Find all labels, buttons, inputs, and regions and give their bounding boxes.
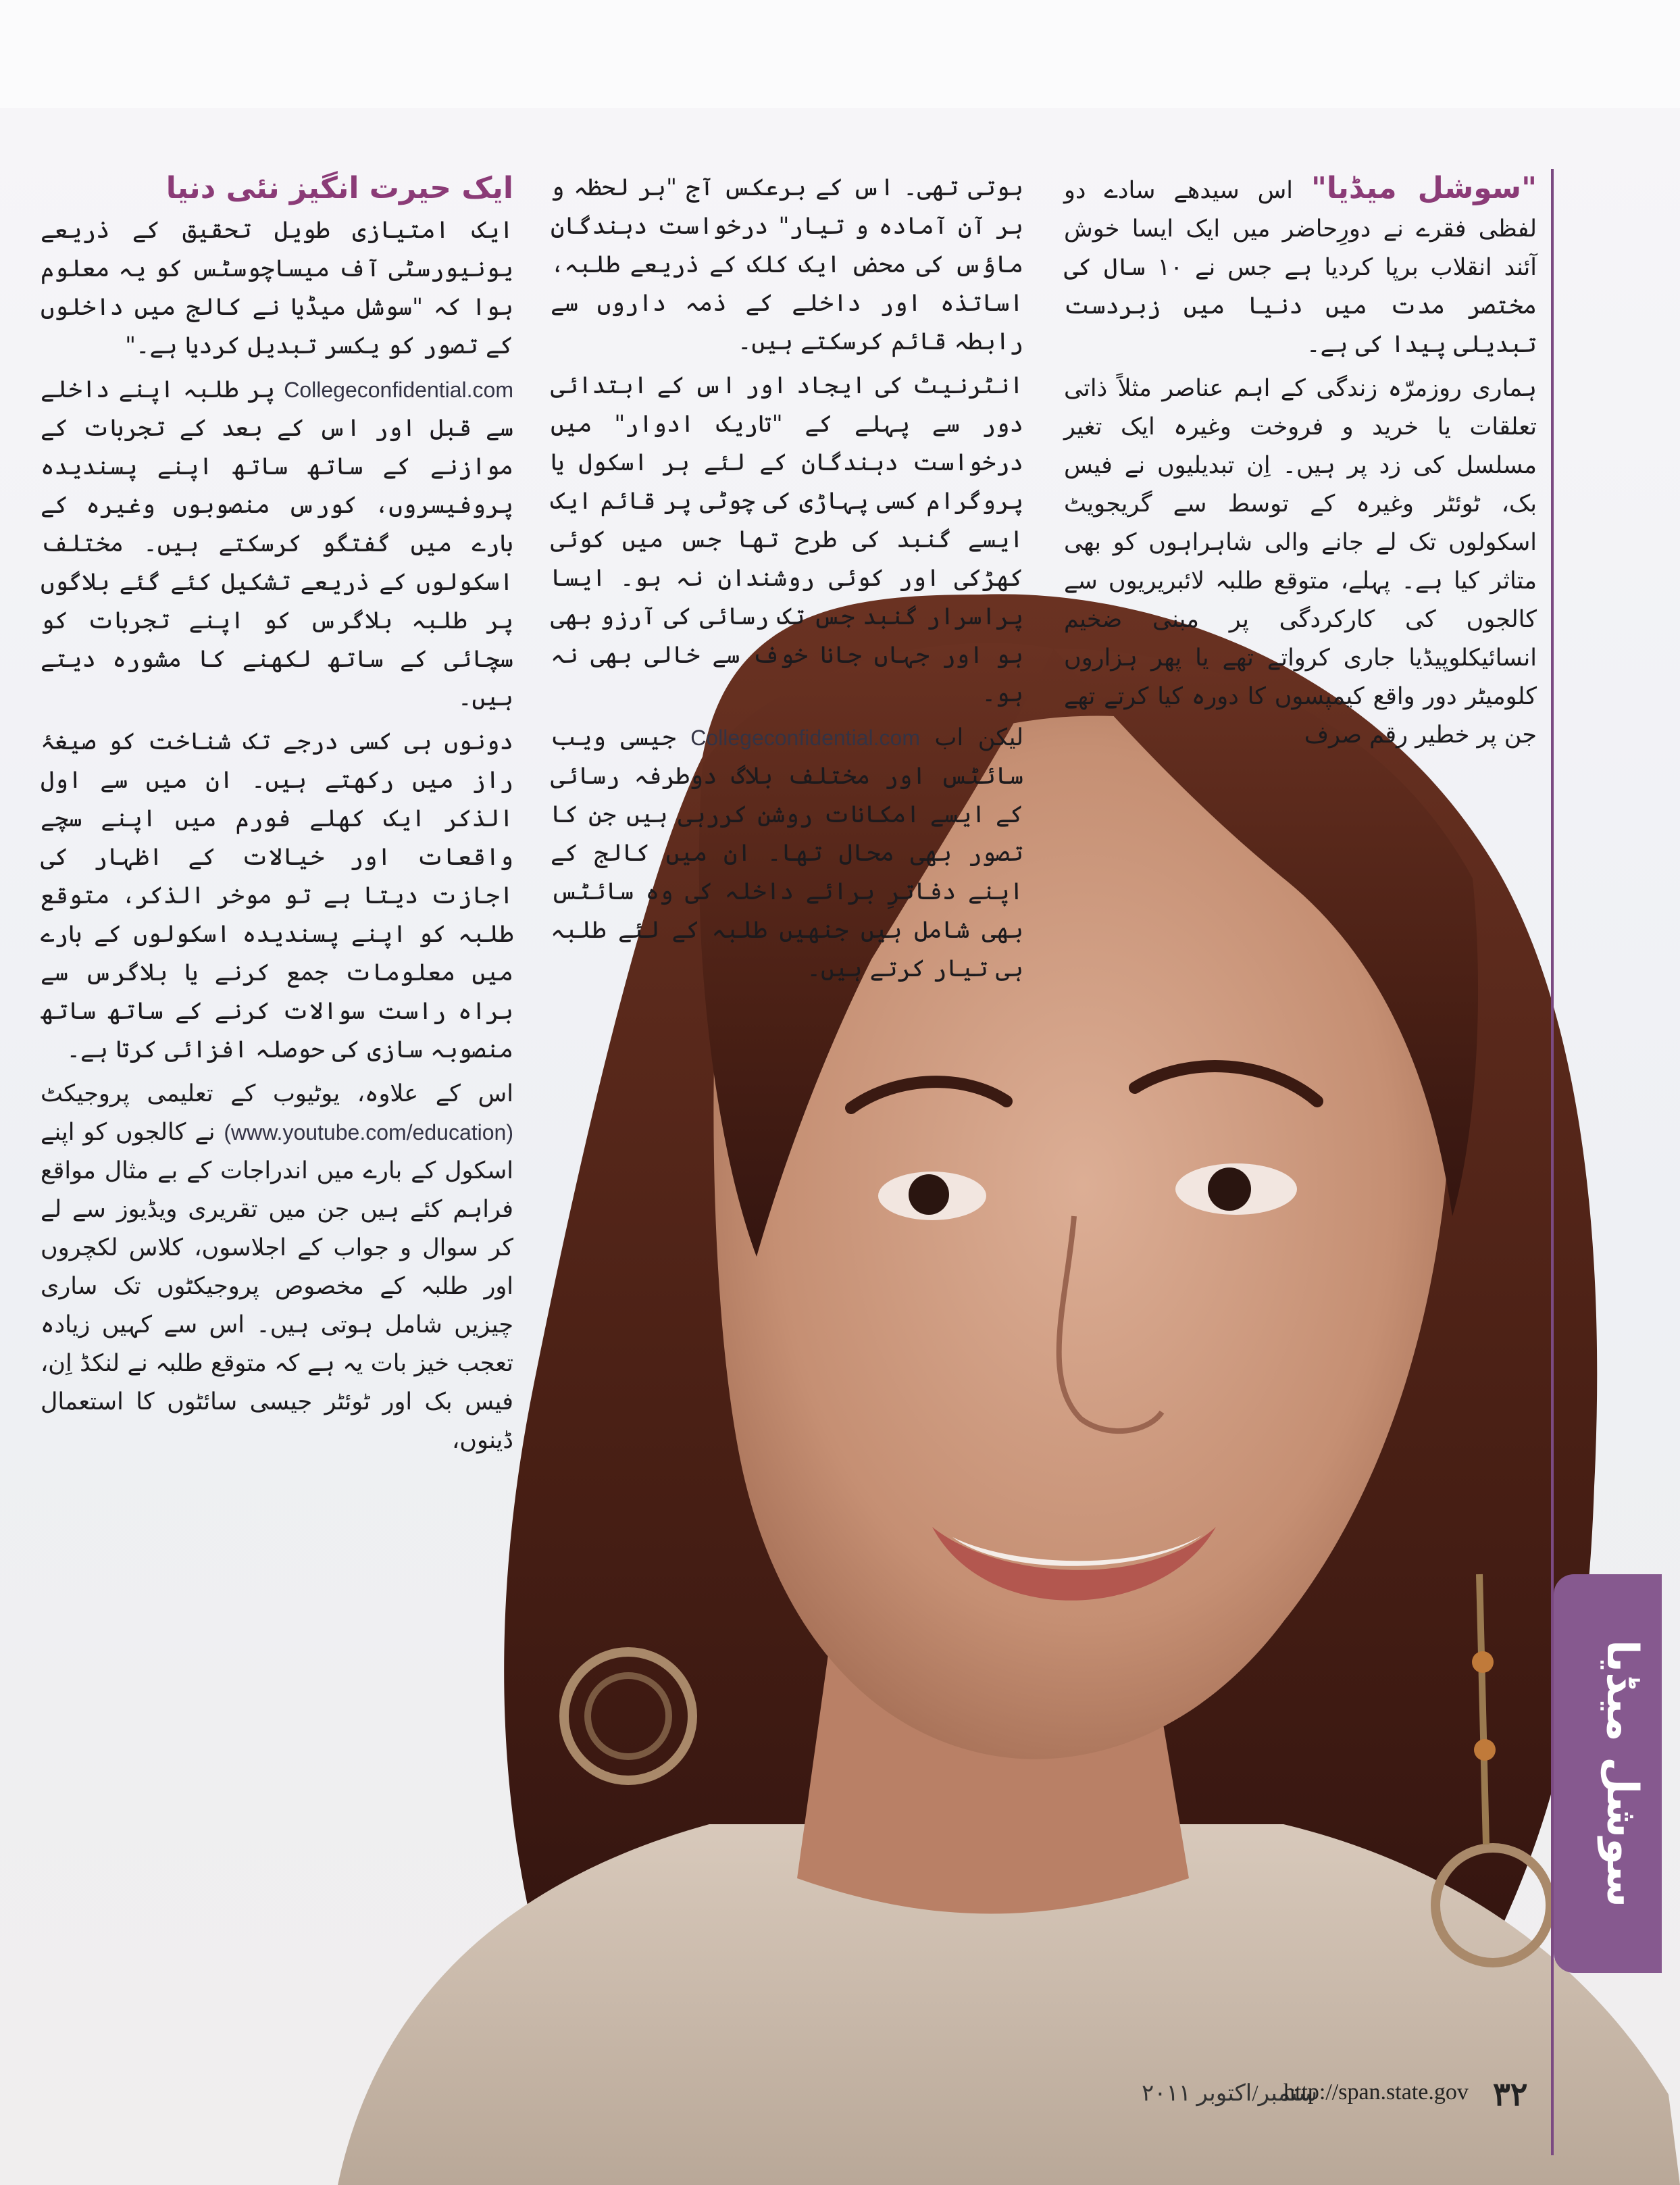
lead-term: "سوشل میڈیا" <box>1310 171 1537 205</box>
website-link[interactable]: Collegeconfidential.com <box>690 726 920 750</box>
paragraph-today: ہوتی تھی۔ اس کے برعکس آج "ہر لحظہ و ہر آن آمادہ و تیار" درخواست دہندگان ماؤس کی محض ایک کلک کے ذریعے طلبہ، اساتذہ اور داخلے کے ذمہ داروں سے رابطہ قائم کرسکتے ہیں۔ <box>551 174 1023 355</box>
page-number: ۳۲ <box>1493 2077 1528 2113</box>
paragraph-but-now-pre: لیکن اب <box>934 724 1023 751</box>
article-column-right <box>1064 169 1537 760</box>
section-heading: ایک حیرت انگیز نئی دنیا <box>166 171 513 205</box>
issue-date: ستمبر/اکتوبر ۲۰۱۱ <box>1142 2081 1318 2106</box>
paragraph-dark-ages: انٹرنیٹ کی ایجاد اور اس کے ابتدائی دور سے پہلے کے "تاریک ادوار" میں درخواست دہندگان کے لئے ہر اسکول یا پروگرام کسی پہاڑی کی چوٹی پر قائم ایک ایسے گنبد کی طرح تھا جس میں کوئی کھڑکی اور کوئی روشندان نہ ہو۔ ایسا پراسرار گنبد جس تک رسائی کی آرزو بھی ہو اور جہاں جانا خوف سے خالی بھی نہ ہو۔ <box>551 372 1023 707</box>
paragraph-but-now-post: جیسی ویب سائٹس اور مختلف بلاگ دوطرفہ رسائی کے ایسے امکانات روشن کررہی ہیں جن کا تصور بھی محال تھا۔ ان میں کالج کے اپنے دفاترِ برائے داخلہ کی وہ سائٹس بھی شامل ہیں جنھیں طلبہ کے لئے طلبہ ہی تیار کرتے ہیں۔ <box>551 724 1023 982</box>
paragraph-compare: پر طلبہ اپنے داخلے سے قبل اور اس کے بعد کے تجربات کے موازنے کے ساتھ ساتھ اپنے پسندیدہ پروفیسروں، کورس منصوبوں وغیرہ کے بارے میں گفتگو کرسکتے ہیں۔ مختلف اسکولوں کے ذریعے تشکیل کئے گئے بلاگوں پر طلبہ بلاگرس کو اپنے تجربات کو سچائی کے ساتھ لکھنے کا مشورہ دیتے ہیں۔ <box>41 376 513 711</box>
paragraph-research: ایک امتیازی طویل تحقیق کے ذریعے یونیورسٹی آف میساچوسٹس کو یہ معلوم ہوا کہ "سوشل میڈیا نے کالج میں داخلوں کے تصور کو یکسر تبدیل کردیا ہے۔" <box>41 217 513 359</box>
paragraph-anonymity: دونوں ہی کسی درجے تک شناخت کو صیغۂ راز میں رکھتے ہیں۔ ان میں سے اول الذکر ایک کھلے فورم میں اپنے سچے واقعات اور خیالات کے اظہار کی اجازت دیتا ہے تو موخر الذکر، متوقع طلبہ کو اپنے پسندیدہ اسکولوں کے بارے میں معلومات جمع کرنے یا بلاگرس سے براہ راست سوالات کرنے کے ساتھ ساتھ منصوبہ سازی کی حوصلہ افزائی کرتا ہے۔ <box>41 728 513 1063</box>
paragraph-youtube-post: نے کالجوں کو اپنے اسکول کے بارے میں اندراجات کے بے مثال مواقع فراہم کئے ہیں جن میں تقریری ویڈیوز سے لے کر سوال و جواب کے اجلاسوں، کلاس لکچروں اور طلبہ کے مخصوص پروجیکٹوں تک ساری چیزیں شامل ہوتی ہیں۔ اس سے کہیں زیادہ تعجب خیز بات یہ ہے کہ متوقع طلبہ نے لنکڈ اِن، فیس بک اور ٹوئٹر جیسی سائٹوں کا استعمال ڈینوں، <box>41 1119 513 1454</box>
site-url[interactable]: http://span.state.gov <box>1283 2080 1469 2105</box>
paragraph-daily-life: ہماری روزمرّہ زندگی کے اہم عناصر مثلاً ذاتی تعلقات یا خرید و فروخت وغیرہ ایک تغیر مسلسل کی زد پر ہیں۔ اِن تبدیلیوں نے فیس بک، ٹوئٹر وغیرہ کے توسط سے گریجویٹ اسکولوں تک لے جانے والی شاہراہوں کو بھی متاثر کیا ہے۔ پہلے، متوقع طلبہ لائبریریوں سے کالجوں کی کارکردگی پر مبنی ضخیم انسائیکلوپیڈیا جاری کرواتے تھے یا پھر ہزاروں کلومیٹر دور واقع کیمپسوں کا دورہ کیا کرتے تھے جن پر خطیر رقم صرف <box>1064 375 1537 749</box>
article-column-left <box>41 169 513 1465</box>
paragraph-youtube-pre: اس کے علاوہ، یوٹیوب کے تعلیمی پروجیکٹ <box>41 1080 513 1107</box>
article-column-middle <box>551 169 1023 994</box>
section-tab-label: سوشل میڈیا <box>1597 1639 1647 1908</box>
paragraph-intro: اس سیدھے سادے دو لفظی فقرے نے دورِحاضر میں ایک ایسا خوش آئند انقلاب برپا کردیا ہے جس نے ۱۰ سال کی مختصر مدت میں دنیا میں زبردست تبدیلی پیدا کی ہے۔ <box>1064 177 1537 358</box>
website-link[interactable]: Collegeconfidential.com <box>284 378 513 402</box>
youtube-link[interactable]: (www.youtube.com/education) <box>224 1120 513 1145</box>
